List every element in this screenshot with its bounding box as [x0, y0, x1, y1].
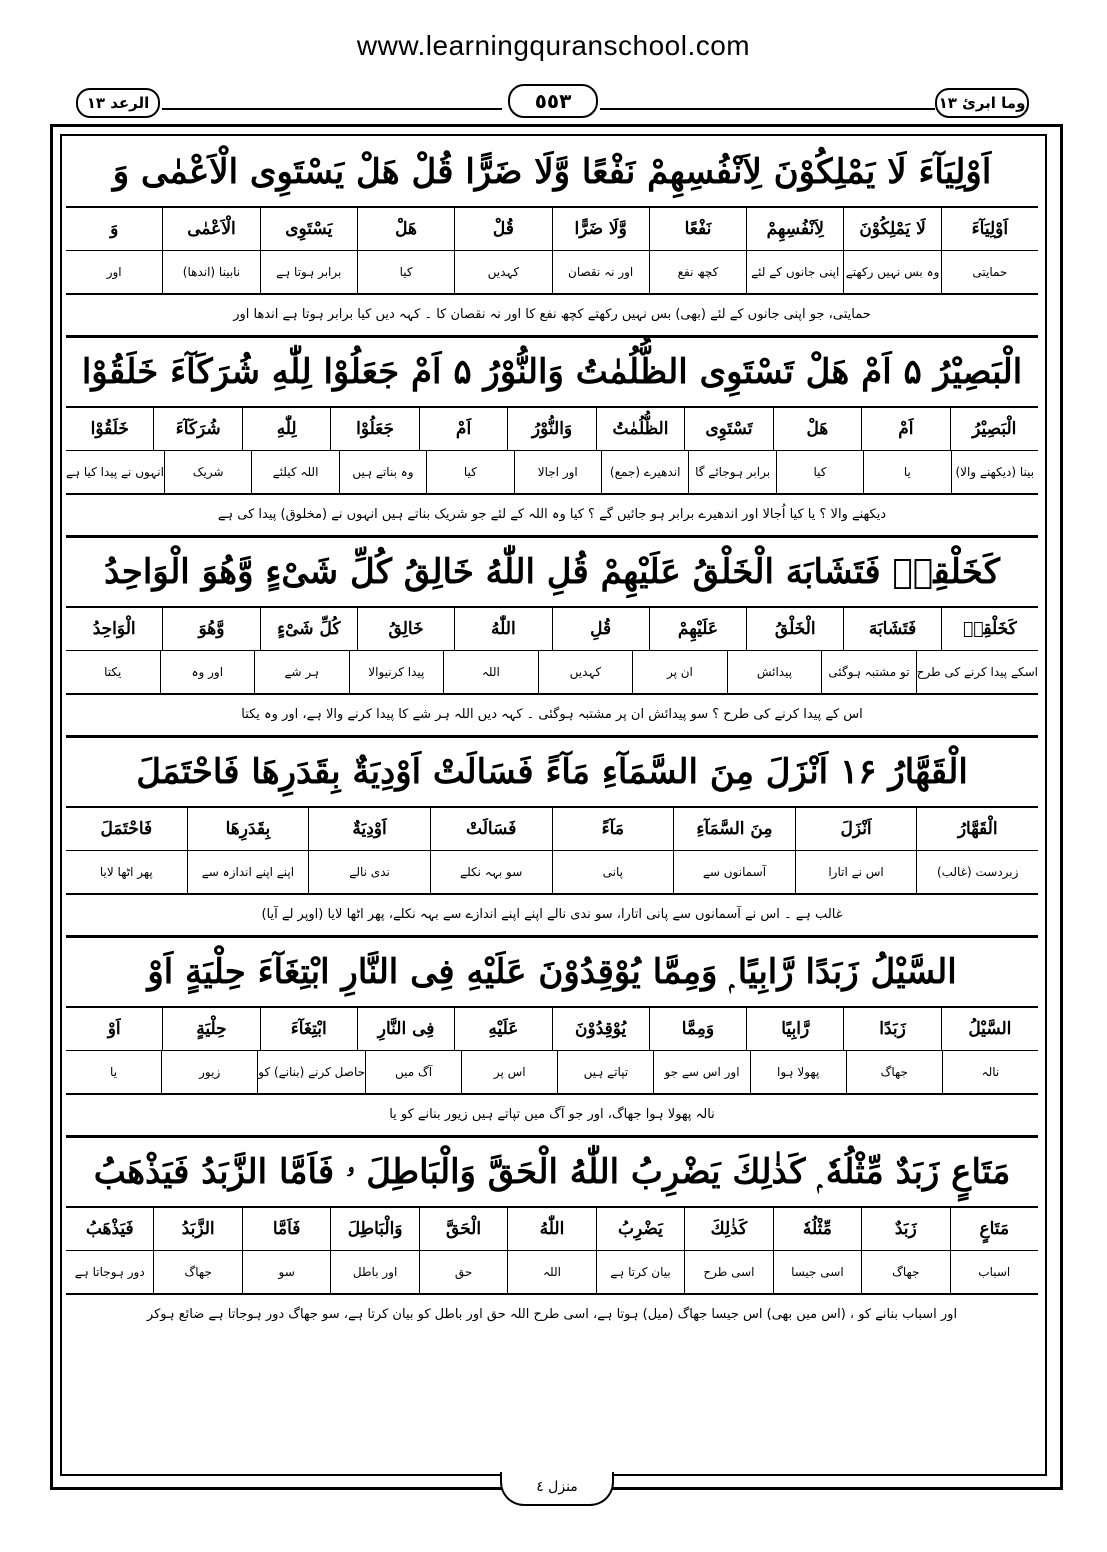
word-cell: حِلْيَةٍ [162, 1008, 259, 1050]
word-cell: اَمْ [419, 408, 507, 450]
word-cell: اَوْدِيَةٌ [308, 808, 430, 850]
meaning-cell: پیدائش [727, 651, 822, 693]
word-cell: الْحَقَّ [419, 1208, 507, 1250]
page-header [70, 88, 1035, 118]
word-row [66, 208, 1038, 251]
word-cell: وَّلَا ضَرًّا [552, 208, 649, 250]
meaning-cell: آگ میں [365, 1051, 461, 1093]
word-cell: قُلْ [454, 208, 551, 250]
meaning-cell: شریک [164, 451, 251, 493]
full-translation: اور اسباب بنانے کو ، (اس میں بھی) اس جیسا جھاگ (میل) ہوتا ہے، اسی طرح اللہ حق اور باطل کو بیان کرتا ہے، سو جھاگ دور ہوجاتا ہے ضائع ہوکر [146, 1307, 958, 1322]
meaning-cell: کیا [357, 251, 454, 293]
meaning-cell: اسباب [950, 1251, 1038, 1293]
meaning-cell: اندھیرے (جمع) [601, 451, 688, 493]
meaning-cell: اسی طرح [684, 1251, 772, 1293]
word-cell: تَسْتَوِى [684, 408, 772, 450]
word-cell: لَا يَمْلِكُوْنَ [843, 208, 940, 250]
word-cell: رَّابِيًا [746, 1008, 843, 1050]
meaning-cell: یا [110, 1065, 118, 1079]
ayah-text: مَتَاعٍ زَبَدٌ مِّثْلُهٗ ۭ كَذٰلِكَ يَضْرِبُ اللّٰهُ الْحَقَّ وَالْبَاطِلَ ۥ فَاَمَّا الزَّبَدُ فَيَذْهَبُ [66, 1138, 1038, 1208]
page-number: ٥٥٣ [508, 84, 598, 118]
word-cell: يَسْتَوِى [260, 208, 357, 250]
word-cell: فَاَمَّا [242, 1208, 330, 1250]
word-row [66, 1008, 1038, 1051]
word-row [66, 408, 1038, 451]
word-cell: بِقَدَرِهَا [187, 808, 309, 850]
meaning-cell: سو بہہ نکلے [430, 851, 552, 893]
word-cell: السَّيْلُ [941, 1008, 1038, 1050]
word-cell: فِى النَّارِ [357, 1008, 454, 1050]
meaning-cell: نابینا (اندھا) [162, 251, 259, 293]
ayah-text: الْقَهَّارُ ۱۶ اَنْزَلَ مِنَ السَّمَآءِ مَآءً فَسَالَتْ اَوْدِيَةٌ بِقَدَرِهَا فَاحْتَمَلَ [66, 738, 1038, 808]
meaning-cell: ندی نالے [308, 851, 430, 893]
word-cell: يَضْرِبُ [596, 1208, 684, 1250]
meaning-cell: حمایتی [941, 251, 1038, 293]
word-row [66, 1208, 1038, 1251]
word-cell: نَفْعًا [649, 208, 746, 250]
meaning-cell: اس نے اتارا [795, 851, 917, 893]
word-cell: لِلّٰهِ [242, 408, 330, 450]
ayah-text: الْبَصِيْرُ ۵ اَمْ هَلْ تَسْتَوِى الظُّلُمٰتُ وَالنُّوْرُ ۵ اَمْ جَعَلُوْا لِلّٰهِ شُرَكَآءَ خَلَقُوْا [66, 338, 1038, 408]
ayah-block [66, 1138, 1038, 1335]
meaning-row [66, 851, 1038, 895]
word-cell: يُوْقِدُوْنَ [552, 1008, 649, 1050]
word-cell: وَ [110, 219, 119, 239]
word-cell: الْخَلْقُ [746, 608, 843, 650]
word-cell: فَتَشَابَهَ [843, 608, 940, 650]
ayah-block [66, 338, 1038, 538]
meaning-cell: سو [242, 1251, 330, 1293]
meaning-cell: اور اجالا [514, 451, 601, 493]
meaning-cell: اللہ [443, 651, 538, 693]
ayah-text: السَّيْلُ زَبَدًا رَّابِيًا ۭ وَمِمَّا يُوْقِدُوْنَ عَلَيْهِ فِى النَّارِ ابْتِغَآءَ حِلْيَةٍ اَوْ [66, 938, 1038, 1008]
word-cell: زَبَدًا [843, 1008, 940, 1050]
meaning-cell: کہدیں [454, 251, 551, 293]
meaning-cell: زبردست (غالب) [916, 851, 1038, 893]
word-cell: اَوْلِيَآءَ [941, 208, 1038, 250]
meaning-cell: پیدا کرنیوالا [349, 651, 444, 693]
word-cell: زَبَدٌ [861, 1208, 949, 1250]
ayah-block [66, 138, 1038, 338]
page-content [66, 138, 1038, 1335]
meaning-cell: برابر ہوجائے گا [688, 451, 775, 493]
meaning-cell: ہر شے [254, 651, 349, 693]
word-cell: ابْتِغَآءَ [260, 1008, 357, 1050]
meaning-row [66, 1051, 1038, 1095]
meaning-cell: برابر ہوتا ہے [260, 251, 357, 293]
meaning-cell: انہوں نے پیدا کیا ہے [65, 465, 164, 479]
word-row [66, 608, 1038, 651]
word-cell: وَّهُوَ [162, 608, 259, 650]
meaning-cell: وہ بناتے ہیں [339, 451, 426, 493]
meaning-cell: جھاگ [846, 1051, 942, 1093]
meaning-cell: اپنے اپنے اندازہ سے [187, 851, 309, 893]
meaning-cell: حق [419, 1251, 507, 1293]
word-cell: الْاَعْمٰى [162, 208, 259, 250]
meaning-cell: کیا [426, 451, 513, 493]
meaning-cell: تپاتے ہیں [557, 1051, 653, 1093]
meaning-cell: کچھ نفع [649, 251, 746, 293]
word-cell: وَالْبَاطِلَ [330, 1208, 418, 1250]
meaning-cell: دور ہوجاتا ہے [74, 1265, 145, 1279]
word-cell: مِّثْلُهٗ [773, 1208, 861, 1250]
meaning-cell: یکتا [104, 665, 122, 679]
meaning-cell: حاصل کرنے (بنانے) کو [257, 1051, 365, 1093]
word-cell: خَالِقُ [357, 608, 454, 650]
meaning-cell: بینا (دیکھنے والا) [951, 451, 1038, 493]
meaning-cell: بیان کرتا ہے [596, 1251, 684, 1293]
word-cell: كَذٰلِكَ [684, 1208, 772, 1250]
word-cell: خَلَقُوْا [90, 419, 129, 439]
word-cell: هَلْ [357, 208, 454, 250]
meaning-cell: اور [106, 265, 122, 279]
word-cell: وَالنُّوْرُ [507, 408, 595, 450]
meaning-cell: اسی جیسا [773, 1251, 861, 1293]
header-rule-left [162, 108, 502, 110]
word-cell: الْوَاحِدُ [92, 619, 136, 639]
word-cell: اَوْ [107, 1019, 121, 1039]
meaning-cell: اسکے پیدا کرنے کی طرح [916, 651, 1038, 693]
manzil-label: منزل ٤ [500, 1472, 614, 1506]
word-cell: مَتَاعٍ [950, 1208, 1038, 1250]
header-rule-right [600, 108, 935, 110]
meaning-cell: نالہ [942, 1051, 1038, 1093]
word-cell: الْقَهَّارُ [916, 808, 1038, 850]
word-cell: كُلِّ شَىْءٍ [260, 608, 357, 650]
meaning-cell: ان پر [632, 651, 727, 693]
word-cell: عَلَيْهِمْ [649, 608, 746, 650]
meaning-row [66, 651, 1038, 695]
meaning-cell: جھاگ [153, 1251, 241, 1293]
surah-name: الرعد ١٣ [76, 88, 160, 118]
ayah-block [66, 738, 1038, 938]
meaning-cell: کیا [776, 451, 863, 493]
word-cell: الزَّبَدُ [153, 1208, 241, 1250]
meaning-row [66, 451, 1038, 495]
meaning-cell: اپنی جانوں کے لئے [746, 251, 843, 293]
meaning-cell: پانی [552, 851, 674, 893]
word-cell: جَعَلُوْا [330, 408, 418, 450]
site-url: www.learningquranschool.com [356, 30, 751, 61]
meaning-cell: وہ بس نہیں رکھتے [843, 251, 940, 293]
word-cell: اَنْزَلَ [795, 808, 917, 850]
word-cell: قُلِ [552, 608, 649, 650]
meaning-row [66, 1251, 1038, 1295]
full-translation: اس کے پیدا کرنے کی طرح ؟ سو پیدائش ان پر مشتبہ ہوگئی ۔ کہہ دیں اللہ ہر شے کا پیدا کرنے والا ہے، اور وہ یکتا [66, 695, 1038, 738]
meaning-cell: یا [863, 451, 950, 493]
ayah-text: كَخَلْقِهٖ فَتَشَابَهَ الْخَلْقُ عَلَيْهِمْ قُلِ اللّٰهُ خَالِقُ كُلِّ شَىْءٍ وَّهُوَ الْوَاحِدُ [66, 538, 1038, 608]
meaning-cell: اللہ [507, 1251, 595, 1293]
meaning-cell: اللہ کیلئے [251, 451, 338, 493]
full-translation: دیکھنے والا ؟ یا کیا اُجالا اور اندھیرے برابر ہو جائیں گے ؟ کیا وہ اللہ کے لئے جو شریک بناتے ہیں انہوں نے (مخلوق) پیدا کی ہے [66, 495, 1038, 538]
full-translation: نالہ پھولا ہوا جھاگ، اور جو آگ میں تپاتے ہیں زیور بنانے کو یا [66, 1095, 1038, 1138]
ayah-block [66, 938, 1038, 1138]
word-cell: وَمِمَّا [649, 1008, 746, 1050]
full-translation: غالب ہے ۔ اس نے آسمانوں سے پانی اتارا، سو ندی نالے اپنے اپنے اندازے سے بہہ نکلے، پھر اٹھا لایا (اوپر لے آیا) [66, 895, 1038, 938]
word-cell: فَاحْتَمَلَ [100, 819, 153, 839]
word-cell: اَمْ [861, 408, 949, 450]
word-cell: اللّٰهُ [454, 608, 551, 650]
word-cell: مِنَ السَّمَآءِ [673, 808, 795, 850]
word-cell: مَآءً [552, 808, 674, 850]
meaning-cell: کہدیں [538, 651, 633, 693]
word-cell: فَسَالَتْ [430, 808, 552, 850]
word-cell: الْبَصِيْرُ [950, 408, 1038, 450]
word-cell: لِاَنْفُسِهِمْ [746, 208, 843, 250]
ayah-block [66, 538, 1038, 738]
word-cell: فَيَذْهَبُ [85, 1219, 134, 1239]
word-cell: شُرَكَآءَ [153, 408, 241, 450]
word-cell: هَلْ [773, 408, 861, 450]
word-row [66, 808, 1038, 851]
meaning-cell: جھاگ [861, 1251, 949, 1293]
word-cell: كَخَلْقِهٖ [941, 608, 1038, 650]
meaning-cell: پھولا ہوا [750, 1051, 846, 1093]
ayah-text: اَوْلِيَآءَ لَا يَمْلِكُوْنَ لِاَنْفُسِهِمْ نَفْعًا وَّلَا ضَرًّا قُلْ هَلْ يَسْتَوِى الْاَعْمٰى وَ [66, 138, 1038, 208]
word-cell: الظُّلُمٰتُ [596, 408, 684, 450]
meaning-cell: اور وہ [160, 651, 255, 693]
meaning-row [66, 251, 1038, 295]
word-cell: اللّٰهُ [507, 1208, 595, 1250]
meaning-cell: اس پر [461, 1051, 557, 1093]
meaning-cell: تو مشتبہ ہوگئی [821, 651, 916, 693]
full-translation: حمایتی، جو اپنی جانوں کے لئے (بھی) بس نہیں رکھتے کچھ نفع کا اور نہ نقصان کا ۔ کہہ دیں کیا برابر ہوتا ہے اندھا اور [66, 295, 1038, 338]
word-cell: عَلَيْهِ [454, 1008, 551, 1050]
meaning-cell: زیور [161, 1051, 257, 1093]
meaning-cell: اور نہ نقصان [552, 251, 649, 293]
meaning-cell: پھر اٹھا لایا [99, 865, 153, 879]
meaning-cell: آسمانوں سے [673, 851, 795, 893]
meaning-cell: اور باطل [330, 1251, 418, 1293]
para-name: وما ابرئ ١٣ [935, 88, 1029, 118]
meaning-cell: اور اس سے جو [653, 1051, 749, 1093]
